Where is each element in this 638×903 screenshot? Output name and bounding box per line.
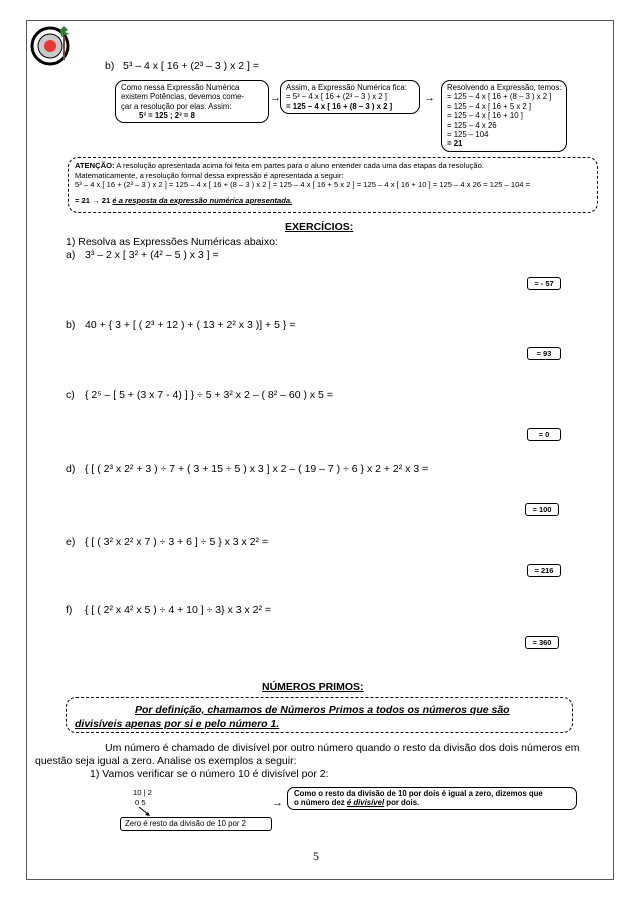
explain-line: = 125 – 4 x [ 16 + 5 x 2 ] [447, 101, 532, 111]
example-b-label: b) [105, 60, 115, 72]
definition-box [66, 697, 573, 733]
conclusion-box [287, 787, 577, 810]
primes-heading: NÚMEROS PRIMOS: [262, 681, 364, 693]
explain-line: = 125 – 104 [447, 130, 489, 140]
explain-line: = 125 – 4 x 26 [447, 120, 497, 130]
example-1-intro: 1) Vamos verificar se o número 10 é divisível por 2: [90, 768, 329, 780]
explain-line: = 125 – 4 x [ 16 + 10 ] [447, 111, 523, 121]
arrow-icon: → [424, 92, 435, 104]
explain-line: Resolvendo a Expressão, temos: [447, 83, 562, 92]
conclusion-text: Como o resto da divisão de 10 por dois é igual a zero, dizemos que [294, 789, 543, 798]
arrow-icon: → [270, 92, 281, 104]
exercises-heading: EXERCÍCIOS: [285, 221, 354, 233]
remainder-note: Zero é resto da divisão de 10 por 2 [125, 819, 246, 828]
exercise-d-answer: = 100 [525, 503, 559, 516]
exercise-d-label: d) [66, 463, 76, 475]
remainder-note-box [120, 817, 272, 831]
explain-line: = 125 – 4 x [ 16 + (8 – 3 ) x 2 ] [447, 92, 552, 102]
exercise-e-expression: { [ ( 3² x 2² x 7 ) ÷ 3 + 6 ] ÷ 5 } x 3 x 2² = [85, 536, 269, 548]
attention-text: A resolução apresentada acima foi feita em partes para o aluno entender cada uma das etapas da resolução. [116, 161, 484, 170]
definition-text: Por definição, chamamos de Números Primos a todos os números que são [135, 704, 510, 716]
arrow-icon: → [272, 797, 283, 809]
explain-line: = 21 [447, 139, 463, 149]
page-number: 5 [313, 849, 319, 863]
division-bottom: 0 5 [135, 798, 146, 807]
exercise-a-answer: = - 57 [527, 277, 561, 290]
exercise-b-label: b) [66, 319, 76, 331]
exercise-f-label: f) [66, 604, 73, 616]
exercise-c-answer: = 0 [527, 428, 561, 441]
exercises-intro: 1) Resolva as Expressões Numéricas abaixo: [66, 236, 278, 248]
exercise-f-answer: = 360 [525, 636, 559, 649]
exercise-f-expression: { [ ( 2² x 4² x 5 ) ÷ 4 + 10 ] ÷ 3} x 3 x 2² = [85, 604, 272, 616]
final-result-note: é a resposta da expressão numérica apresentada. [112, 195, 293, 205]
exercise-a-label: a) [66, 249, 76, 261]
school-logo [30, 24, 74, 68]
divisible-emphasis: é divisível [346, 798, 385, 808]
exercise-c-label: c) [66, 389, 75, 401]
final-result: = 21 → 21 [75, 195, 111, 205]
example-b-expression: 5³ – 4 x [ 16 + (2³ – 3 ) x 2 ] = [123, 60, 259, 72]
definition-text: divisíveis apenas por si e pelo número 1. [75, 718, 280, 730]
formal-resolution: 5³ – 4 x [ 16 + (2³ – 3 ) x 2 ] = 125 – 4 x [ 16 + (8 – 3 ) x 2 ] = 125 – 4 x [ 16 + 5 x 2 ] = 125 – 4 x [ 16 + 10 ] = 125 – 4 x 26 = 125 – 104 = [75, 180, 531, 189]
explain-line: = 125 – 4 x [ 16 + (8 – 3 ) x 2 ] [286, 101, 393, 111]
exercise-b-answer: = 93 [527, 347, 561, 360]
explanation-box-powers [115, 80, 269, 123]
attention-label: ATENÇÃO: [75, 161, 115, 170]
explain-line: existem Potências, devemos come- [121, 92, 245, 102]
explain-line: = 5³ – 4 x [ 16 + (2³ – 3 ) x 2 ] [286, 92, 387, 102]
explanation-box-solution [441, 80, 567, 152]
exercise-e-answer: = 216 [527, 564, 561, 577]
conclusion-text: o número dez [294, 798, 347, 808]
explain-line: 5³ = 125 ; 2³ = 8 [139, 111, 195, 121]
division-top: 10 | 2 [133, 788, 152, 797]
explanation-box-substitution [280, 80, 420, 114]
explain-line: Assim, a Expressão Numérica fica: [286, 83, 407, 92]
explain-line: Como nessa Expressão Numérica [121, 83, 240, 92]
attention-text: Matematicamente, a resolução formal dessa expressão é apresentada a seguir: [75, 170, 344, 180]
exercise-c-expression: { 2⁵ – [ 5 + (3 x 7 - 4) ] } ÷ 5 + 3² x 2 – ( 8² – 60 ) x 5 = [85, 389, 333, 401]
paragraph-line: Um número é chamado de divisível por outro número quando o resto da divisão dos dois números em [105, 742, 580, 754]
attention-box [68, 157, 598, 213]
exercise-a-expression: 3³ – 2 x [ 3² + (4² – 5 ) x 3 ] = [85, 249, 219, 261]
explain-line: çar a resolução por elas. Assim: [121, 101, 232, 111]
exercise-e-label: e) [66, 536, 76, 548]
paragraph-line: questão seja igual a zero. Analise os exemplos a seguir: [35, 755, 297, 767]
exercise-b-expression: 40 + { 3 + [ ( 2³ + 12 ) + ( 13 + 2² x 3 )] + 5 } = [85, 319, 296, 331]
conclusion-text: por dois. [384, 798, 420, 808]
exercise-d-expression: { [ ( 2³ x 2² + 3 ) ÷ 7 + ( 3 + 15 ÷ 5 ) x 3 ] x 2 – ( 19 – 7 ) ÷ 6 } x 2 + 2² x 3 = [85, 463, 429, 475]
